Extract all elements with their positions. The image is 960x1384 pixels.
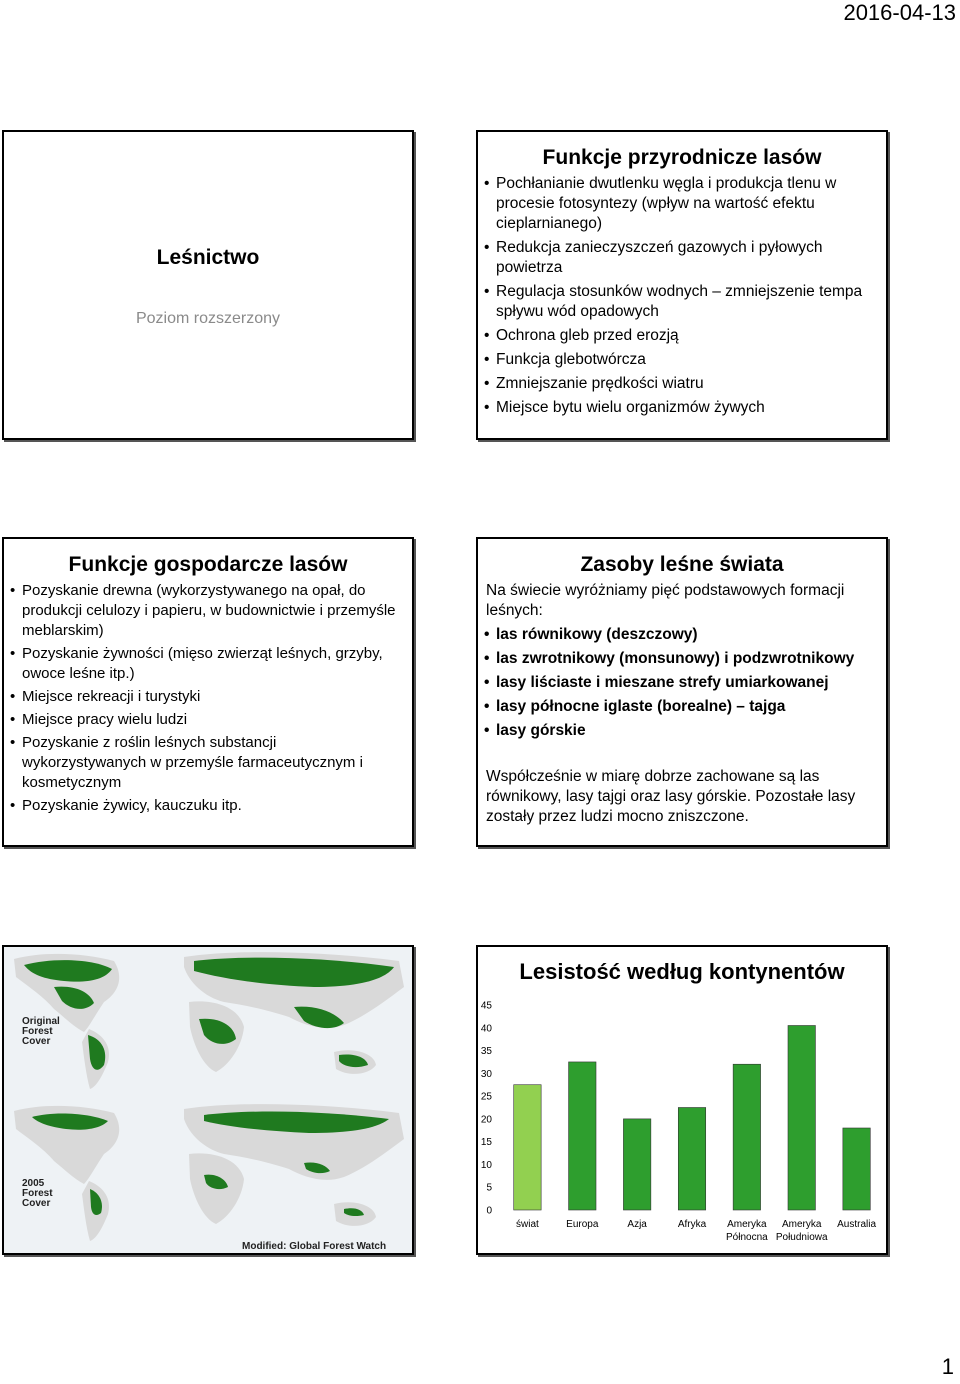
map-credit: Modified: Global Forest Watch [242,1241,387,1252]
bullet-item: • Zmniejszanie prędkości wiatru [496,374,878,394]
bar [623,1119,650,1210]
bullet-item: • Miejsce pracy wielu ludzi [22,710,404,730]
x-tick-label: Ameryka [727,1219,767,1230]
bullet-list [478,625,886,741]
map-label-line: 2005 [22,1178,45,1189]
slide-subtitle: Poziom rozszerzony [135,310,281,327]
bullet-item: • Pochłanianie dwutlenku węgla i produkcja tlenu w procesie fotosyntezy (wpływ na wartość efektu cieplarnianego) [496,174,878,234]
bullet-item: • lasy liściaste i mieszane strefy umiarkowanej [496,673,878,693]
y-tick-label: 30 [480,1068,492,1080]
x-tick-label: Australia [837,1219,877,1230]
header-date: 2016-04-13 [843,0,956,25]
map-bottom-label [22,1179,53,1209]
bullet-item: • Funkcja glebotwórcza [496,350,878,370]
bullet-item: • Redukcja zanieczyszczeń gazowych i pyłowych powietrza [496,238,878,278]
map-label-line: Original [22,1016,60,1027]
bullet-item: • Pozyskanie żywicy, kauczuku itp. [22,796,404,816]
outro-text: Współcześnie w miarę dobrze zachowane są las równikowy, lasy tajgi oraz lasy górskie. Pozostałe lasy zostały przez ludzi mocno zniszczone. [486,768,856,825]
bar [733,1064,760,1210]
bullet-item: • Pozyskanie z roślin leśnych substancji wykorzystywanych w przemyśle farmaceutycznym i kosmetycznym [22,733,404,793]
bullet-item: • Ochrona gleb przed erozją [496,326,878,346]
bullet-item: • Pozyskanie żywności (mięso zwierząt leśnych, grzyby, owoce leśne itp.) [22,644,404,684]
bullet-item: • las zwrotnikowy (monsunowy) i podzwrotnikowy [496,649,878,669]
x-tick-label: Północna [726,1232,768,1243]
intro-text: Na świecie wyróżniamy pięć podstawowych formacji leśnych: [486,582,845,619]
y-tick-label: 40 [480,1023,492,1035]
x-tick-label: świat [516,1219,539,1230]
map-label-line: Forest [22,1188,53,1199]
y-tick-label: 35 [480,1046,492,1058]
slide-title-heading: Leśnictwo [156,246,260,269]
page-number: 1 [941,1354,954,1379]
bullet-item: • lasy północne iglaste (borealne) – tajga [496,697,878,717]
y-tick-label: 25 [480,1091,492,1103]
x-tick-label: Azja [627,1219,647,1230]
slide-forest-resources [476,537,888,847]
bar [569,1062,596,1210]
y-tick-label: 10 [480,1159,492,1171]
map-label-line: Forest [22,1026,53,1037]
bullet-item: • lasy górskie [496,721,878,741]
slide-title [2,130,414,440]
y-tick-label: 45 [480,1000,492,1012]
x-tick-label: Europa [566,1219,599,1230]
bullet-list [478,174,886,418]
bullet-item: • las równikowy (deszczowy) [496,625,878,645]
y-tick-label: 15 [480,1137,492,1149]
slide-economic-functions [2,537,414,847]
slide-forest-chart [476,945,888,1255]
bullet-item: • Regulacja stosunków wodnych – zmniejszenie tempa spływu wód opadowych [496,282,878,322]
slide-heading: Zasoby leśne świata [580,553,784,576]
bar [514,1085,541,1210]
map-2005-forest [14,1104,404,1241]
slide-natural-functions [476,130,888,440]
bar [843,1128,870,1210]
bullet-list [4,581,412,816]
slide-heading: Funkcje gospodarcze lasów [68,553,348,576]
bullet-item: • Pozyskanie drewna (wykorzystywanego na opał, do produkcji celulozy i papieru, w budownictwie i przemyśle meblarskim) [22,581,404,641]
world-forest-maps [4,947,412,1253]
slide-forest-maps [2,945,414,1255]
y-tick-label: 0 [486,1205,492,1217]
bullet-item: • Miejsce bytu wielu organizmów żywych [496,398,878,418]
map-label-line: Cover [22,1198,51,1209]
x-tick-label: Afryka [677,1219,707,1230]
bar [678,1108,705,1211]
x-tick-label: Południowa [775,1232,828,1243]
slide-heading: Funkcje przyrodnicze lasów [542,146,822,169]
y-tick-label: 20 [480,1114,492,1126]
chart-title: Lesistość według kontynentów [519,959,845,984]
x-tick-label: Ameryka [781,1219,822,1230]
bullet-item: • Miejsce rekreacji i turystyki [22,687,404,707]
map-label-line: Cover [22,1036,51,1047]
bar-chart [478,947,886,1253]
map-original-forest [14,952,404,1089]
y-tick-label: 5 [486,1182,492,1194]
bar [788,1026,815,1211]
map-top-label [22,1017,60,1047]
